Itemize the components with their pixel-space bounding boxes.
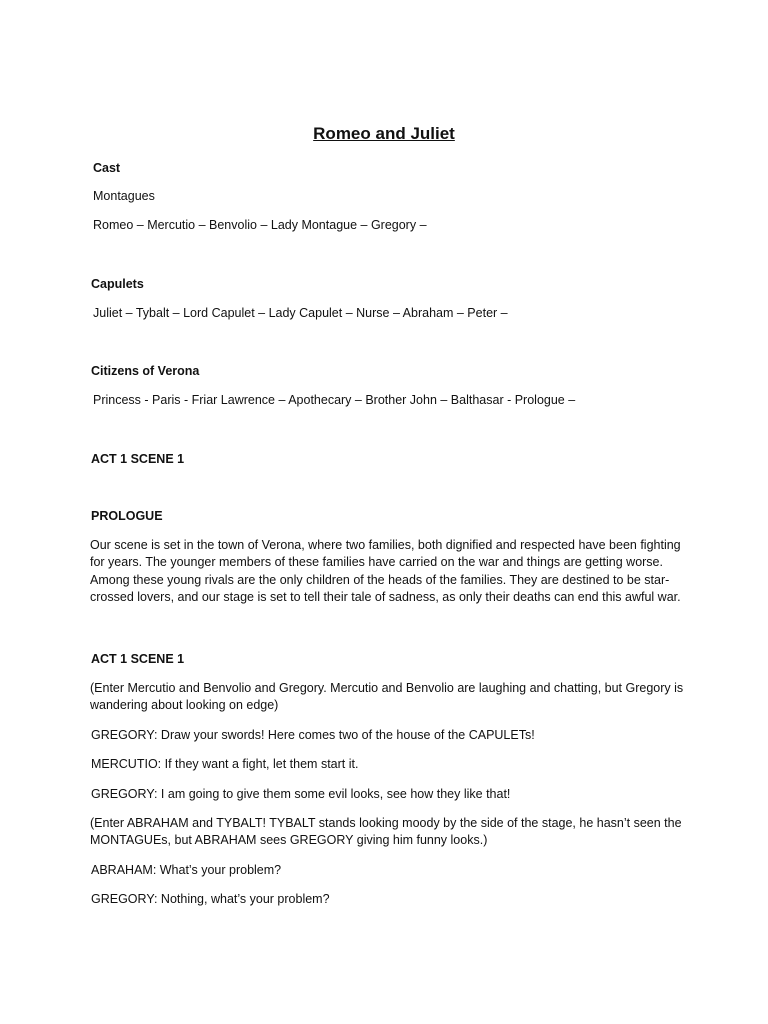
act-heading-1: ACT 1 SCENE 1 [91, 452, 185, 466]
capulets-heading: Capulets [91, 277, 144, 291]
citizens-heading: Citizens of Verona [91, 364, 200, 378]
document-title: Romeo and Juliet [313, 124, 455, 143]
montagues-heading: Montagues [93, 189, 155, 203]
prologue-text: Our scene is set in the town of Verona, where two families, both dignified and respected have been fighting for years. The younger members of these families have carried on the war and things are getting worse. Among these young rivals are the only children of the heads of the families. They are destined to be star-crossed lovers, and our stage is set to tell their tale of sadness, as only their deaths can end this awful war. [90, 538, 681, 604]
montagues-list: Romeo – Mercutio – Benvolio – Lady Montague – Gregory – [93, 218, 427, 232]
act-heading-2: ACT 1 SCENE 1 [91, 652, 185, 666]
dialogue-line-4: ABRAHAM: What’s your problem? [91, 863, 282, 877]
dialogue-line-1: GREGORY: Draw your swords! Here comes two of the house of the CAPULETs! [91, 728, 535, 742]
cast-heading: Cast [93, 161, 121, 175]
capulets-list: Juliet – Tybalt – Lord Capulet – Lady Capulet – Nurse – Abraham – Peter – [93, 306, 508, 320]
citizens-list: Princess - Paris - Friar Lawrence – Apothecary – Brother John – Balthasar - Prologue – [93, 393, 576, 407]
prologue-heading: PROLOGUE [91, 509, 163, 523]
dialogue-line-3: GREGORY: I am going to give them some evil looks, see how they like that! [91, 787, 511, 801]
dialogue-line-2: MERCUTIO: If they want a fight, let them start it. [91, 757, 359, 771]
stage-direction-2: (Enter ABRAHAM and TYBALT! TYBALT stands looking moody by the side of the stage, he hasn’t seen the MONTAGUEs, but ABRAHAM sees GREGORY giving him funny looks.) [90, 816, 682, 848]
dialogue-line-5: GREGORY: Nothing, what’s your problem? [91, 892, 330, 906]
stage-direction-1: (Enter Mercutio and Benvolio and Gregory. Mercutio and Benvolio are laughing and chatting, but Gregory is wandering about looking on edge) [90, 681, 684, 713]
